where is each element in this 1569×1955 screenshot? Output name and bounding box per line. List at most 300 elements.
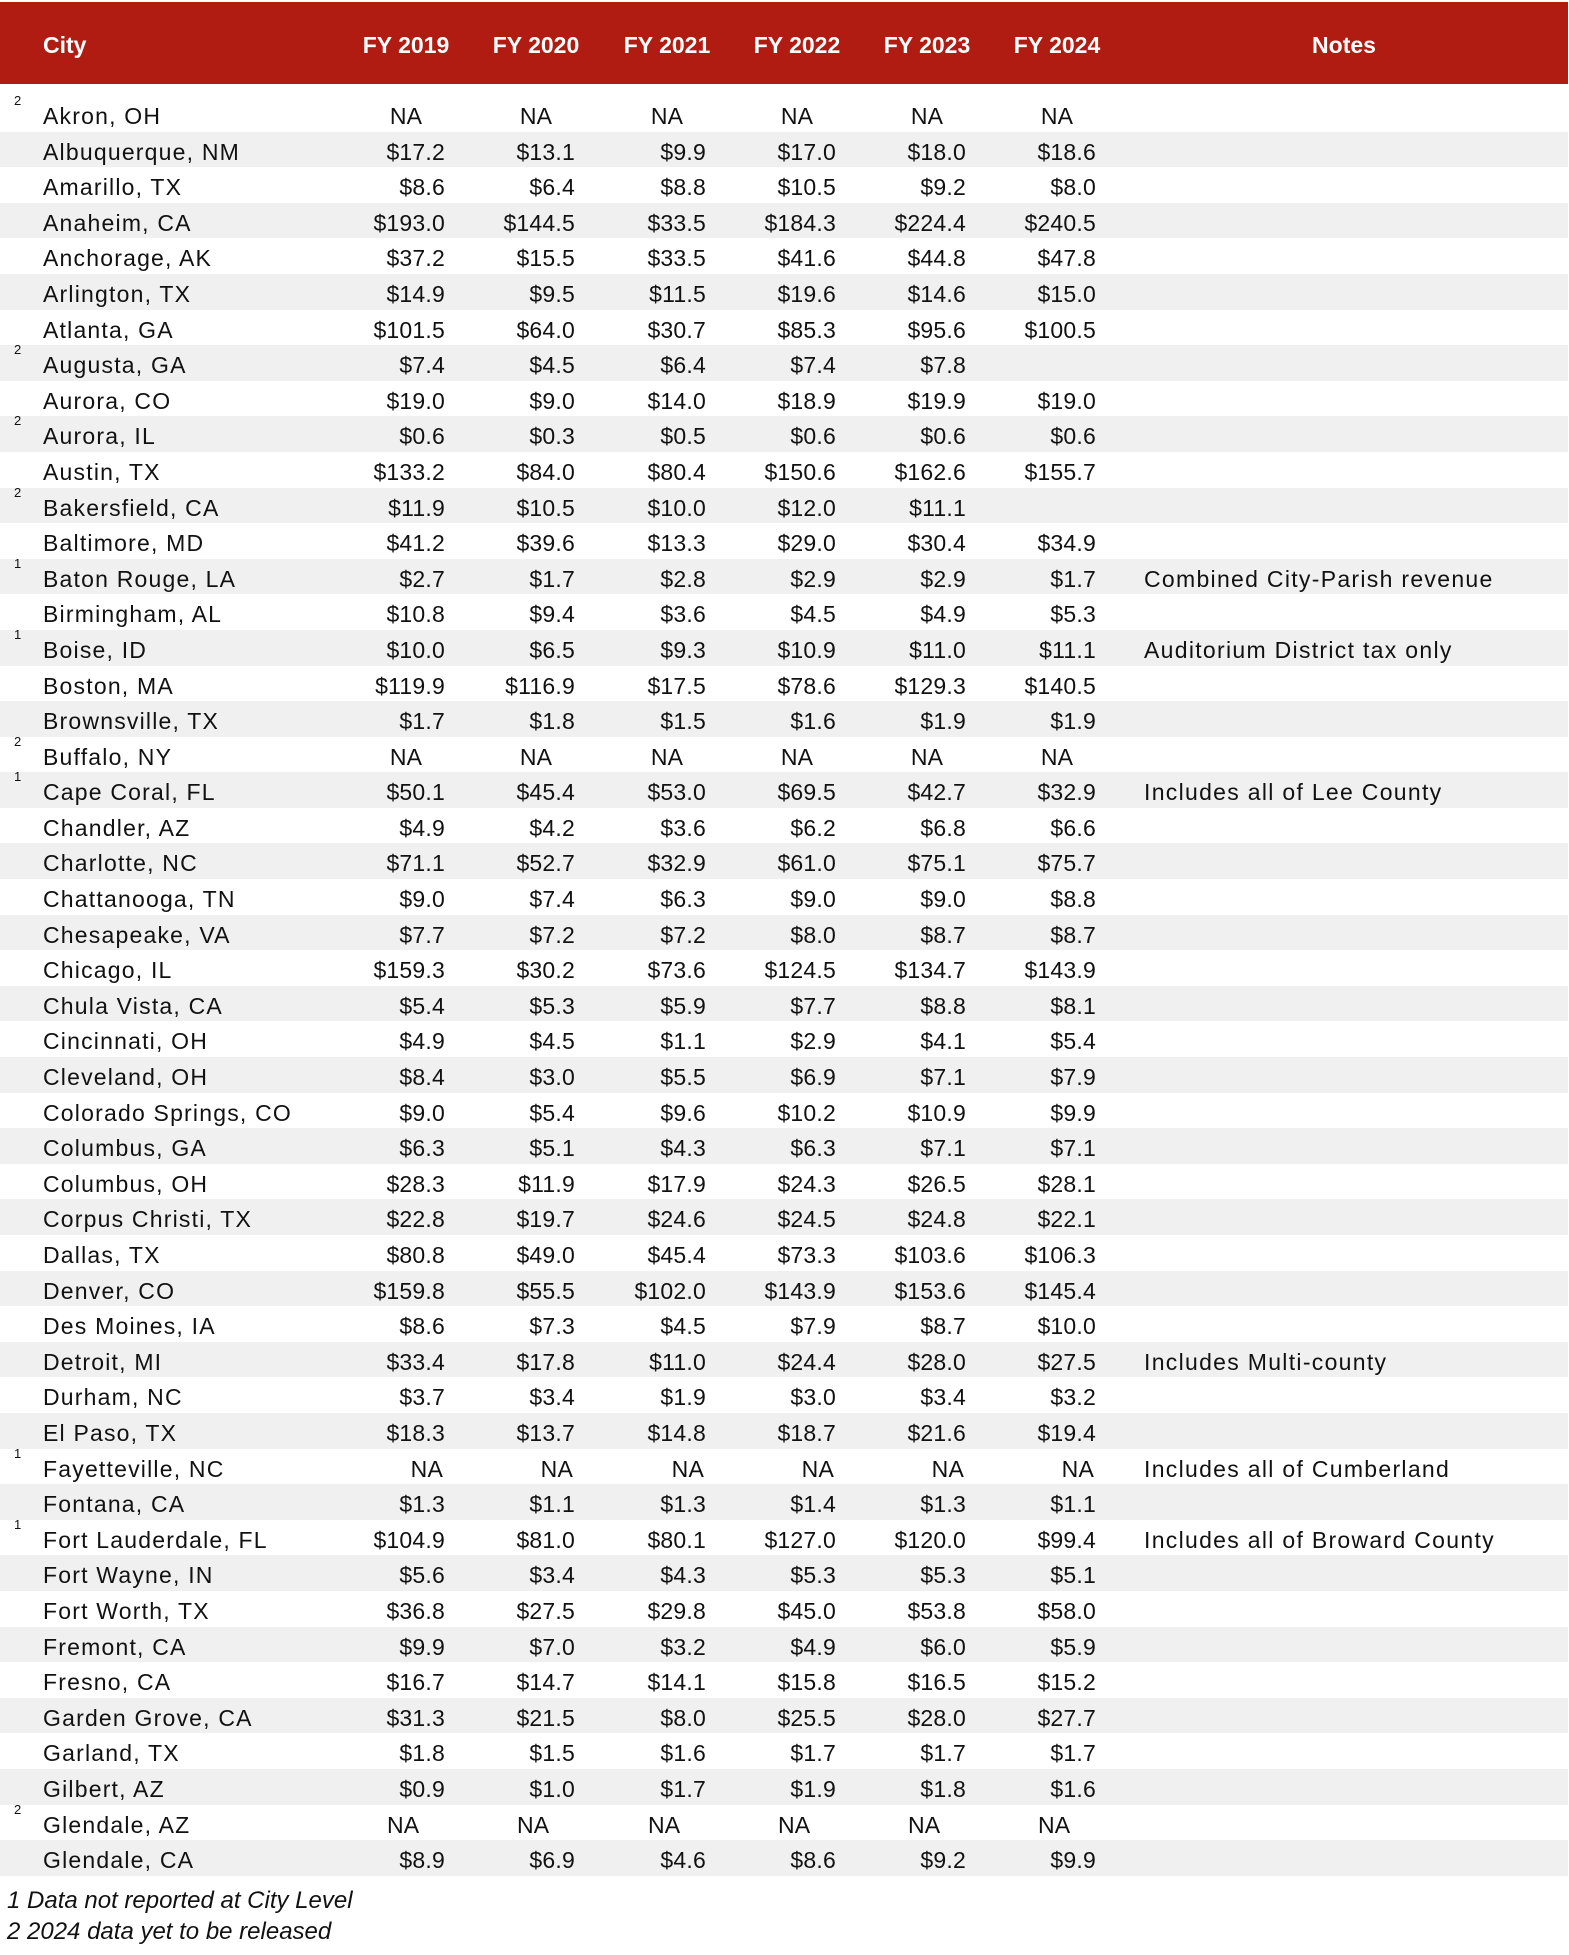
value-cell-fy2024: $7.1 <box>1050 1135 1096 1162</box>
value-cell-fy2020: $3.4 <box>529 1384 575 1411</box>
value-cell-fy2022: $4.9 <box>790 1633 836 1660</box>
value-cell-fy2023: $1.9 <box>920 708 966 735</box>
value-cell-fy2024: $8.8 <box>1050 886 1096 913</box>
table-row <box>0 1445 1568 1485</box>
value-cell-fy2024: $8.0 <box>1050 174 1096 201</box>
value-cell-fy2024: $5.1 <box>1050 1562 1096 1589</box>
value-cell-fy2019: $8.4 <box>399 1064 445 1091</box>
value-cell-fy2024: $1.7 <box>1050 565 1096 592</box>
city-name: Chula Vista, CA <box>43 992 223 1019</box>
table-row <box>0 986 1568 1022</box>
value-cell-fy2023: $1.7 <box>920 1740 966 1767</box>
value-cell-fy2020: $1.1 <box>529 1491 575 1518</box>
value-cell-fy2024: $27.7 <box>1037 1704 1096 1731</box>
value-cell-fy2022: $73.3 <box>777 1242 836 1268</box>
value-cell-fy2023: $26.5 <box>907 1170 966 1197</box>
value-cell-fy2020: $49.0 <box>516 1242 575 1268</box>
value-cell-fy2020: $17.8 <box>516 1348 575 1375</box>
value-cell-fy2019: $1.8 <box>399 1740 445 1767</box>
city-name: Fayetteville, NC <box>43 1455 225 1482</box>
value-cell-fy2021: $5.5 <box>660 1064 706 1091</box>
city-name: Gilbert, AZ <box>43 1775 165 1802</box>
table-row <box>0 93 1568 132</box>
city-name: Detroit, MI <box>43 1348 163 1375</box>
footnote-marker: 2 <box>14 93 22 108</box>
value-cell-fy2024: $1.7 <box>1050 1740 1096 1767</box>
value-cell-fy2019: $4.9 <box>399 1028 445 1055</box>
city-name: Baton Rouge, LA <box>43 565 237 592</box>
value-cell-fy2021: $17.9 <box>647 1170 706 1197</box>
table-row <box>0 238 1568 274</box>
footnote-marker: 1 <box>14 555 22 571</box>
value-cell-fy2024: $8.7 <box>1050 921 1096 948</box>
value-cell-fy2019: $101.5 <box>373 316 445 343</box>
value-cell-fy2024: $1.6 <box>1050 1775 1096 1802</box>
value-cell-fy2020: $0.3 <box>529 423 575 450</box>
value-cell-fy2020: NA <box>517 1811 550 1838</box>
value-cell-fy2020: $1.8 <box>529 708 575 735</box>
value-cell-fy2021: $30.7 <box>647 316 706 343</box>
value-cell-fy2021: $10.0 <box>647 494 706 521</box>
table-row <box>0 1377 1568 1413</box>
value-cell-fy2020: $27.5 <box>516 1597 575 1624</box>
value-cell-fy2023: $7.8 <box>920 352 966 379</box>
table-row <box>0 1840 1568 1876</box>
value-cell-fy2021: $8.8 <box>660 174 706 201</box>
value-cell-fy2023: $9.0 <box>920 886 966 913</box>
value-cell-fy2023: $75.1 <box>907 850 966 877</box>
value-cell-fy2024: NA <box>1038 1811 1071 1838</box>
value-cell-fy2022: $29.0 <box>777 530 836 557</box>
value-cell-fy2020: $6.5 <box>529 636 575 663</box>
value-cell-fy2021: NA <box>671 1455 704 1482</box>
table-row <box>0 1164 1568 1200</box>
value-cell-fy2019: $0.6 <box>399 423 445 450</box>
value-cell-fy2022: $10.2 <box>777 1099 836 1126</box>
value-cell-fy2022: $2.9 <box>790 1028 836 1055</box>
note-cell: Combined City-Parish revenue <box>1144 565 1494 592</box>
city-name: Baltimore, MD <box>43 530 205 557</box>
column-header-notes: Notes <box>1312 32 1376 58</box>
value-cell-fy2020: $1.0 <box>529 1775 575 1802</box>
value-cell-fy2021: $29.8 <box>647 1597 706 1624</box>
value-cell-fy2019: $8.6 <box>399 174 445 201</box>
value-cell-fy2020: $45.4 <box>516 779 575 806</box>
value-cell-fy2020: $3.4 <box>529 1562 575 1589</box>
value-cell-fy2021: $3.2 <box>660 1633 706 1660</box>
value-cell-fy2022: $15.8 <box>777 1669 836 1696</box>
table-row <box>0 555 1568 595</box>
value-cell-fy2020: $4.5 <box>529 1028 575 1055</box>
value-cell-fy2024: $155.7 <box>1024 458 1096 485</box>
value-cell-fy2022: $10.9 <box>777 636 836 663</box>
table-row <box>0 274 1568 310</box>
value-cell-fy2021: $1.9 <box>660 1384 706 1411</box>
city-name: Cleveland, OH <box>43 1064 209 1091</box>
value-cell-fy2020: $52.7 <box>516 850 575 877</box>
table-row <box>0 1128 1568 1164</box>
table-row <box>0 1627 1568 1663</box>
value-cell-fy2024: NA <box>1040 743 1074 770</box>
value-cell-fy2022: $4.5 <box>790 601 836 628</box>
value-cell-fy2021: $4.6 <box>660 1847 706 1874</box>
value-cell-fy2022: NA <box>780 743 814 770</box>
value-cell-fy2019: $28.3 <box>386 1170 445 1197</box>
value-cell-fy2023: $53.8 <box>907 1597 966 1624</box>
value-cell-fy2020: $5.1 <box>529 1135 575 1162</box>
value-cell-fy2021: $13.3 <box>647 530 706 557</box>
value-cell-fy2019: $3.7 <box>399 1384 445 1411</box>
city-name: Fort Lauderdale, FL <box>43 1526 268 1553</box>
value-cell-fy2022: $18.7 <box>777 1419 836 1446</box>
footnote-marker: 1 <box>14 1445 22 1461</box>
value-cell-fy2020: $6.4 <box>529 174 575 201</box>
city-name: Fort Worth, TX <box>43 1597 210 1624</box>
value-cell-fy2022: $25.5 <box>777 1704 836 1731</box>
value-cell-fy2021: $5.9 <box>660 992 706 1019</box>
footnote-marker: 2 <box>14 733 22 749</box>
table-row <box>0 1555 1568 1591</box>
value-cell-fy2023: $120.0 <box>894 1526 966 1553</box>
value-cell-fy2023: $103.6 <box>894 1242 966 1268</box>
value-cell-fy2024 <box>992 488 1122 524</box>
value-cell-fy2022: $184.3 <box>764 209 836 236</box>
value-cell-fy2019: $193.0 <box>373 209 445 236</box>
value-cell-fy2020: NA <box>519 743 553 770</box>
value-cell-fy2024: $19.0 <box>1037 387 1096 414</box>
value-cell-fy2023: $9.2 <box>920 174 966 201</box>
value-cell-fy2022: $19.6 <box>777 280 836 307</box>
value-cell-fy2020: $1.5 <box>529 1740 575 1767</box>
value-cell-fy2020: $4.5 <box>529 352 575 379</box>
value-cell-fy2022: $3.0 <box>790 1384 836 1411</box>
value-cell-fy2024: $32.9 <box>1037 779 1096 806</box>
footnote-marker: 2 <box>14 342 22 358</box>
value-cell-fy2023: $14.6 <box>907 280 966 307</box>
table-row <box>0 132 1568 168</box>
city-name: Durham, NC <box>43 1384 183 1411</box>
value-cell-fy2023: $28.0 <box>907 1348 966 1375</box>
value-cell-fy2019: $31.3 <box>386 1704 445 1731</box>
table-row <box>0 1342 1568 1378</box>
footnote-marker: 1 <box>14 1516 22 1532</box>
value-cell-fy2023: $4.1 <box>920 1028 966 1055</box>
value-cell-fy2019: $10.0 <box>386 636 445 663</box>
value-cell-fy2021: $2.8 <box>660 565 706 592</box>
value-cell-fy2024: $6.6 <box>1050 814 1096 841</box>
value-cell-fy2021: $9.6 <box>660 1099 706 1126</box>
value-cell-fy2024: $15.2 <box>1037 1669 1096 1696</box>
value-cell-fy2023: $16.5 <box>907 1669 966 1696</box>
value-cell-fy2024: $10.0 <box>1037 1313 1096 1340</box>
value-cell-fy2024: $27.5 <box>1037 1348 1096 1375</box>
table-row <box>0 452 1568 488</box>
value-cell-fy2023: $5.3 <box>920 1562 966 1589</box>
value-cell-fy2023: $11.0 <box>909 636 966 663</box>
value-cell-fy2024: $5.9 <box>1050 1633 1096 1660</box>
city-name: Anaheim, CA <box>43 209 192 236</box>
value-cell-fy2021: $3.6 <box>660 814 706 841</box>
value-cell-fy2022: $85.3 <box>777 316 836 343</box>
table-row <box>0 1733 1568 1769</box>
value-cell-fy2024: $47.8 <box>1037 245 1096 272</box>
table-row <box>0 1484 1568 1520</box>
value-cell-fy2023: $28.0 <box>907 1704 966 1731</box>
value-cell-fy2024: $9.9 <box>1050 1099 1096 1126</box>
value-cell-fy2020: $30.2 <box>516 957 575 984</box>
value-cell-fy2019: $11.9 <box>388 494 445 521</box>
value-cell-fy2023: $2.9 <box>920 565 966 592</box>
footnote-1: 1 Data not reported at City Level <box>7 1887 353 1914</box>
value-cell-fy2019: $22.8 <box>386 1206 445 1233</box>
value-cell-fy2019: $2.7 <box>399 565 445 592</box>
value-cell-fy2023: NA <box>910 743 944 770</box>
value-cell-fy2021: $11.5 <box>649 280 706 307</box>
value-cell-fy2021: $1.5 <box>660 708 706 735</box>
city-name: Colorado Springs, CO <box>43 1099 292 1126</box>
column-header-fy2020: FY 2020 <box>492 32 580 58</box>
value-cell-fy2020: $10.5 <box>516 494 575 521</box>
value-cell-fy2022: $7.9 <box>790 1313 836 1340</box>
value-cell-fy2020: $7.2 <box>529 921 575 948</box>
column-header-fy2021: FY 2021 <box>623 32 711 58</box>
city-name: El Paso, TX <box>43 1419 178 1446</box>
value-cell-fy2021: $80.4 <box>647 458 706 485</box>
value-cell-fy2020: $7.3 <box>529 1313 575 1340</box>
value-cell-fy2024 <box>992 345 1122 381</box>
value-cell-fy2022: $5.3 <box>790 1562 836 1589</box>
value-cell-fy2021: $6.3 <box>660 886 706 913</box>
table-row <box>0 626 1568 666</box>
value-cell-fy2023: NA <box>931 1455 964 1482</box>
value-cell-fy2022: $124.5 <box>764 957 836 984</box>
value-cell-fy2022: $45.0 <box>777 1597 836 1624</box>
table-row <box>0 1235 1568 1271</box>
value-cell-fy2022: $1.7 <box>790 1740 836 1767</box>
value-cell-fy2022: $1.4 <box>790 1491 836 1518</box>
value-cell-fy2022: $1.9 <box>790 1775 836 1802</box>
value-cell-fy2019: $7.4 <box>399 352 445 379</box>
value-cell-fy2021: NA <box>650 103 684 129</box>
value-cell-fy2022: $9.0 <box>790 886 836 913</box>
value-cell-fy2022: $17.0 <box>777 138 836 165</box>
value-cell-fy2021: $53.0 <box>647 779 706 806</box>
value-cell-fy2021: $4.3 <box>660 1562 706 1589</box>
table-row <box>0 915 1568 951</box>
value-cell-fy2023: $3.4 <box>920 1384 966 1411</box>
city-name: Glendale, CA <box>43 1847 195 1874</box>
value-cell-fy2019: $4.9 <box>399 814 445 841</box>
table-row <box>0 594 1568 630</box>
city-name: Denver, CO <box>43 1277 176 1304</box>
city-name: Glendale, AZ <box>43 1811 191 1838</box>
value-cell-fy2023: $162.6 <box>894 458 966 485</box>
value-cell-fy2019: $10.8 <box>386 601 445 628</box>
value-cell-fy2024: $1.9 <box>1050 708 1096 735</box>
value-cell-fy2023: $153.6 <box>894 1277 966 1304</box>
value-cell-fy2024: $143.9 <box>1024 957 1096 984</box>
value-cell-fy2019: $5.6 <box>399 1562 445 1589</box>
value-cell-fy2022: $8.0 <box>790 921 836 948</box>
city-name: Bakersfield, CA <box>43 494 220 521</box>
value-cell-fy2023: $0.6 <box>920 423 966 450</box>
value-cell-fy2021: $17.5 <box>647 672 706 699</box>
table-row <box>0 1306 1568 1342</box>
value-cell-fy2024: $5.4 <box>1050 1028 1096 1055</box>
value-cell-fy2020: NA <box>519 103 553 129</box>
value-cell-fy2024: $18.6 <box>1037 138 1096 165</box>
value-cell-fy2024: $58.0 <box>1037 1597 1096 1624</box>
table-row <box>0 523 1568 559</box>
value-cell-fy2023: $1.8 <box>920 1775 966 1802</box>
value-cell-fy2022: NA <box>801 1455 834 1482</box>
table-row <box>0 950 1568 986</box>
table-row <box>0 843 1568 879</box>
value-cell-fy2021: $80.1 <box>647 1526 706 1553</box>
value-cell-fy2019: $9.0 <box>399 886 445 913</box>
city-name: Augusta, GA <box>43 352 187 379</box>
footnote-marker: 2 <box>14 484 22 500</box>
value-cell-fy2023: $1.3 <box>920 1491 966 1518</box>
value-cell-fy2020: NA <box>540 1455 573 1482</box>
value-cell-fy2023: $24.8 <box>907 1206 966 1233</box>
value-cell-fy2023: $8.7 <box>920 921 966 948</box>
value-cell-fy2019: $104.9 <box>373 1526 445 1553</box>
column-header-fy2024: FY 2024 <box>1013 32 1101 58</box>
city-name: Atlanta, GA <box>43 316 174 343</box>
value-cell-fy2022: $0.6 <box>790 423 836 450</box>
value-cell-fy2024: $19.4 <box>1037 1419 1096 1446</box>
value-cell-fy2022: NA <box>780 103 814 129</box>
value-cell-fy2023: $7.1 <box>920 1135 966 1162</box>
value-cell-fy2019: $1.3 <box>399 1491 445 1518</box>
value-cell-fy2023: $95.6 <box>907 316 966 343</box>
value-cell-fy2021: $33.5 <box>647 209 706 236</box>
value-cell-fy2022: $10.5 <box>777 174 836 201</box>
value-cell-fy2021: $4.3 <box>660 1135 706 1162</box>
table-row <box>0 310 1568 346</box>
value-cell-fy2020: $13.7 <box>516 1419 575 1446</box>
value-cell-fy2024: $100.5 <box>1024 316 1096 343</box>
value-cell-fy2020: $4.2 <box>529 814 575 841</box>
value-cell-fy2023: $11.1 <box>909 494 966 521</box>
city-name: Akron, OH <box>43 103 162 129</box>
value-cell-fy2021: $45.4 <box>647 1242 706 1268</box>
value-cell-fy2019: $41.2 <box>386 530 445 557</box>
value-cell-fy2019: $1.7 <box>399 708 445 735</box>
column-header-fy2019: FY 2019 <box>362 32 450 58</box>
value-cell-fy2024: $240.5 <box>1024 209 1096 236</box>
value-cell-fy2020: $6.9 <box>529 1847 575 1874</box>
value-cell-fy2020: $81.0 <box>516 1526 575 1553</box>
value-cell-fy2021: NA <box>648 1811 681 1838</box>
value-cell-fy2019: $6.3 <box>399 1135 445 1162</box>
value-cell-fy2024: $7.9 <box>1050 1064 1096 1091</box>
value-cell-fy2020: $55.5 <box>516 1277 575 1304</box>
value-cell-fy2019: $0.9 <box>399 1775 445 1802</box>
value-cell-fy2022: $12.0 <box>777 494 836 521</box>
value-cell-fy2019: $19.0 <box>386 387 445 414</box>
value-cell-fy2023: $134.7 <box>894 957 966 984</box>
value-cell-fy2023: $21.6 <box>907 1419 966 1446</box>
value-cell-fy2021: $102.0 <box>634 1277 706 1304</box>
value-cell-fy2024: NA <box>1061 1455 1094 1482</box>
city-name: Aurora, CO <box>43 387 172 414</box>
value-cell-fy2019: $37.2 <box>386 245 445 272</box>
value-cell-fy2020: $13.1 <box>516 138 575 165</box>
value-cell-fy2021: $4.5 <box>660 1313 706 1340</box>
value-cell-fy2024: $75.7 <box>1037 850 1096 877</box>
city-name: Cincinnati, OH <box>43 1028 209 1055</box>
note-cell: Includes Multi-county <box>1144 1348 1388 1375</box>
value-cell-fy2019: $71.1 <box>386 850 445 877</box>
value-cell-fy2021: $3.6 <box>660 601 706 628</box>
value-cell-fy2019: NA <box>389 743 423 770</box>
city-name: Garland, TX <box>43 1740 180 1767</box>
city-name: Anchorage, AK <box>43 245 213 272</box>
value-cell-fy2024: $1.1 <box>1050 1491 1096 1518</box>
value-cell-fy2019: $18.3 <box>386 1419 445 1446</box>
value-cell-fy2023: $30.4 <box>907 530 966 557</box>
value-cell-fy2019: $5.4 <box>399 992 445 1019</box>
value-cell-fy2023: $8.8 <box>920 992 966 1019</box>
table-row <box>0 413 1568 452</box>
value-cell-fy2022: $6.3 <box>790 1135 836 1162</box>
value-cell-fy2019: $14.9 <box>386 280 445 307</box>
value-cell-fy2022: $41.6 <box>777 245 836 272</box>
value-cell-fy2020: $64.0 <box>516 316 575 343</box>
table-row <box>0 167 1568 203</box>
value-cell-fy2023: $6.8 <box>920 814 966 841</box>
city-name: Des Moines, IA <box>43 1313 216 1340</box>
value-cell-fy2022: $7.4 <box>790 352 836 379</box>
value-cell-fy2019: NA <box>387 1811 420 1838</box>
city-name: Chandler, AZ <box>43 814 191 841</box>
table-row <box>0 342 1568 381</box>
table-header <box>0 2 1568 84</box>
value-cell-fy2023: NA <box>908 1811 941 1838</box>
city-name: Chicago, IL <box>43 957 173 984</box>
value-cell-fy2022: $18.9 <box>777 387 836 414</box>
value-cell-fy2020: $15.5 <box>516 245 575 272</box>
value-cell-fy2022: $69.5 <box>777 779 836 806</box>
city-name: Dallas, TX <box>43 1242 161 1268</box>
value-cell-fy2021: $14.8 <box>647 1419 706 1446</box>
value-cell-fy2024: $106.3 <box>1024 1242 1096 1268</box>
value-cell-fy2022: $8.6 <box>790 1847 836 1874</box>
value-cell-fy2019: $50.1 <box>386 779 445 806</box>
table-row <box>0 733 1568 773</box>
table-row <box>0 1591 1568 1627</box>
value-cell-fy2021: $32.9 <box>647 850 706 877</box>
value-cell-fy2023: $18.0 <box>907 138 966 165</box>
table-row <box>0 1057 1568 1093</box>
value-cell-fy2020: $19.7 <box>516 1206 575 1233</box>
value-cell-fy2022: $24.4 <box>777 1348 836 1375</box>
column-header-city: City <box>43 32 87 58</box>
value-cell-fy2020: $11.9 <box>518 1170 575 1197</box>
note-cell: Auditorium District tax only <box>1144 636 1453 663</box>
value-cell-fy2019: $16.7 <box>386 1669 445 1696</box>
value-cell-fy2023: $44.8 <box>907 245 966 272</box>
table-body <box>0 93 1568 1876</box>
footnote-marker: 2 <box>14 413 22 429</box>
value-cell-fy2020: $7.4 <box>529 886 575 913</box>
table-row <box>0 1271 1568 1307</box>
table-row <box>0 1093 1568 1129</box>
value-cell-fy2022: $78.6 <box>777 672 836 699</box>
value-cell-fy2023: $7.1 <box>920 1064 966 1091</box>
